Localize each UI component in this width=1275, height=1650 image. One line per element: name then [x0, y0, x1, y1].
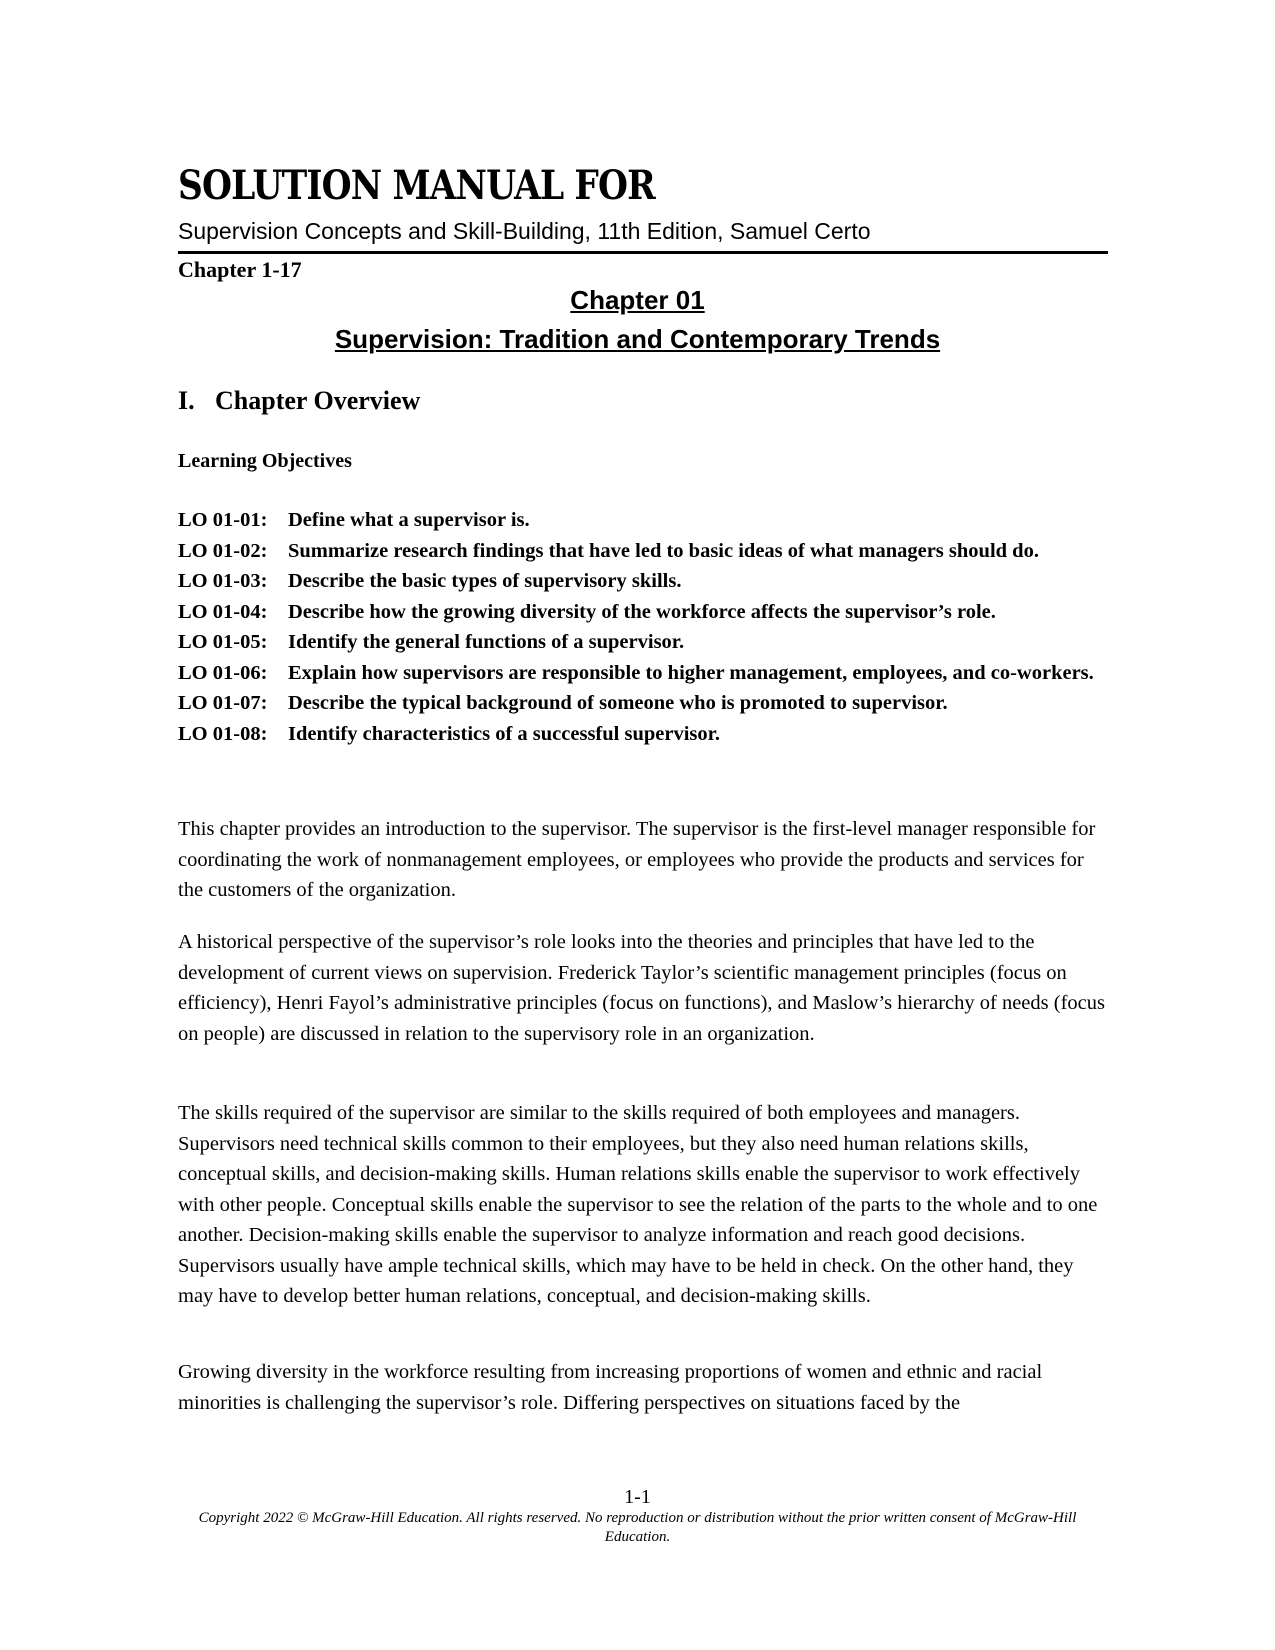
lo-item [178, 719, 1108, 750]
section-heading [178, 386, 420, 416]
book-subtitle: Supervision Concepts and Skill-Building, 11th Edition, Samuel Certo [178, 218, 871, 244]
lo-text: Explain how supervisors are responsible to higher management, employees, and co-workers. [288, 661, 1094, 684]
lo-item [178, 658, 1108, 689]
overview-paragraph: A historical perspective of the supervisor’s role looks into the theories and principles that have led to the development of current views on supervision. Frederick Taylor’s scientific management principles (focus on efficiency), Henri Fayol’s administrative principles (focus on functions), and Maslow’s hierarchy of needs (focus on people) are discussed in relation to the supervisory role in an organization. [178, 931, 1105, 1045]
lo-item [178, 688, 1108, 719]
chapter-heading: Chapter 01 [570, 285, 705, 315]
lo-text: Describe how the growing diversity of the workforce affects the supervisor’s role. [288, 600, 996, 623]
lo-code: LO 01-07: [178, 692, 268, 714]
section-title: Chapter Overview [215, 386, 421, 415]
lo-code: LO 01-01: [178, 509, 268, 531]
chapter-title: Supervision: Tradition and Contemporary Trends [334, 324, 941, 354]
lo-text: Describe the basic types of supervisory skills. [288, 570, 682, 592]
overview-paragraph: The skills required of the supervisor are similar to the skills required of both employees and managers. Supervisors need technical skills common to their employees, but they also need human relations skills, conceptual skills, and decision-making skills. Human relations skills enable the supervisor to work effectively with other people. Conceptual skills enable the supervisor to see the relation of the parts to the whole and to one another. Decision-making skills enable the supervisor to analyze information and reach good decisions. Supervisors usually have ample technical skills, which may have to be held in check. On the other hand, they may have to develop better human relations, conceptual, and decision-making skills. [178, 1102, 1098, 1307]
header-divider [178, 251, 1108, 254]
lo-text: Summarize research findings that have led to basic ideas of what managers should do. [288, 539, 1039, 562]
lo-code: LO 01-03: [178, 570, 268, 592]
lo-text: Identify characteristics of a successful supervisor. [288, 722, 720, 745]
lo-code: LO 01-04: [178, 600, 268, 623]
lo-item [178, 597, 1108, 628]
lo-code: LO 01-02: [178, 539, 268, 562]
learning-objectives-list [178, 505, 1108, 749]
section-number: I. [178, 386, 195, 415]
lo-text: Define what a supervisor is. [288, 509, 530, 531]
lo-item [178, 536, 1108, 567]
copyright-notice: Copyright 2022 © McGraw-Hill Education. All rights reserved. No reproduction or distribution without the prior written consent of McGraw-Hill Education. [198, 1510, 1077, 1545]
lo-code: LO 01-08: [178, 722, 268, 745]
overview-paragraph: This chapter provides an introduction to the supervisor. The supervisor is the first-level manager responsible for coordinating the work of nonmanagement employees, or employees who provide the products and services for the customers of the organization. [178, 818, 1096, 901]
page-number: 1-1 [624, 1486, 651, 1508]
lo-text: Identify the general functions of a supervisor. [288, 631, 685, 653]
lo-code: LO 01-06: [178, 661, 268, 684]
manual-title: SOLUTION MANUAL FOR [178, 162, 655, 209]
lo-item [178, 505, 1108, 536]
overview-paragraph: Growing diversity in the workforce resulting from increasing proportions of women and ethnic and racial minorities is challenging the supervisor’s role. Differing perspectives on situations faced by the [178, 1361, 1043, 1414]
learning-objectives-heading: Learning Objectives [178, 450, 352, 472]
lo-code: LO 01-05: [178, 631, 268, 653]
lo-text: Describe the typical background of someone who is promoted to supervisor. [288, 692, 948, 714]
lo-item [178, 627, 1108, 658]
lo-item [178, 566, 1108, 597]
chapter-range: Chapter 1-17 [178, 257, 302, 282]
